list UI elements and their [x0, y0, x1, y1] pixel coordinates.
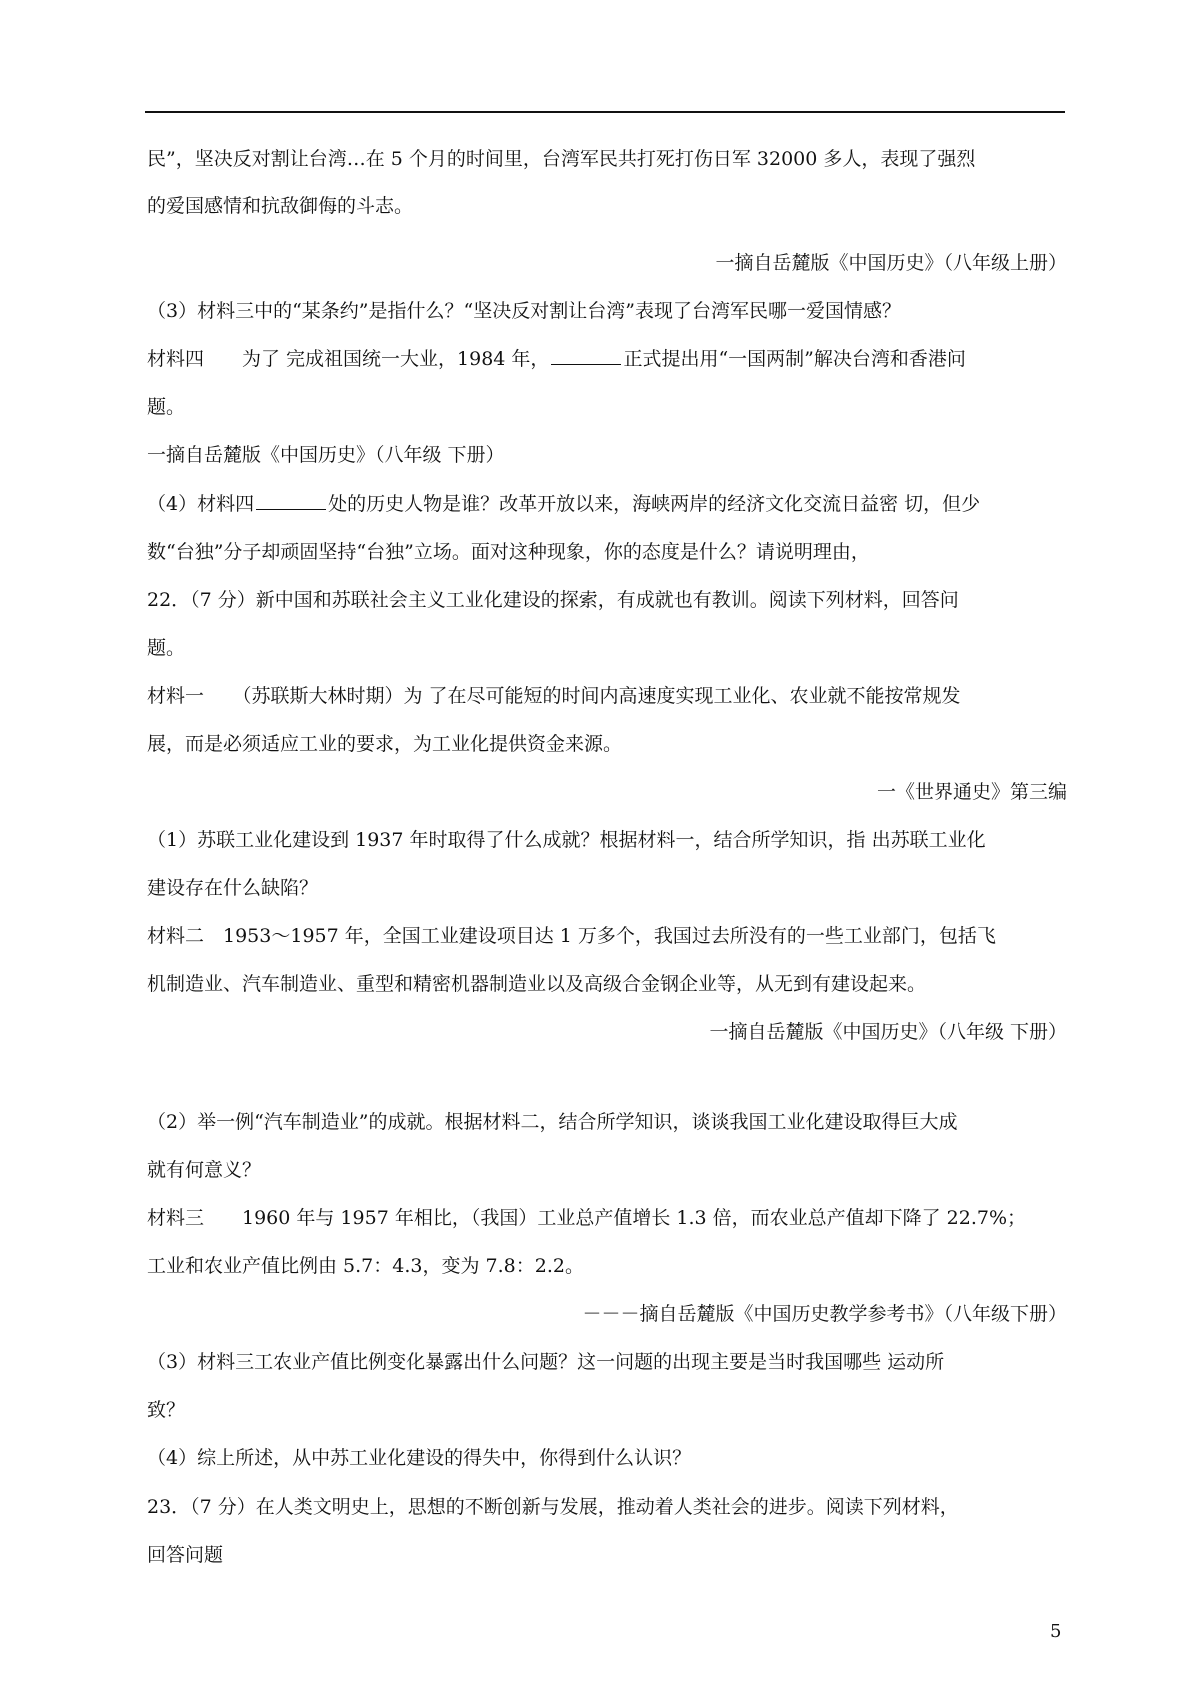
line-text: 22．（7 分）新中国和苏联社会主义工业化建设的探索，有成就也有教训。阅读下列材料，回答问: [147, 589, 959, 611]
line-text: 回答问题: [147, 1544, 224, 1566]
header-rule: [145, 111, 1065, 113]
material-one: [147, 683, 1067, 709]
source-citation: [715, 250, 1067, 276]
line-text: 材料二 1953～1957 年，全国工业建设项目达 1 万多个，我国过去所没有的一些工业部门，包括飞: [147, 925, 996, 947]
fill-in-blank: [551, 346, 621, 365]
text-line: [147, 1397, 1067, 1423]
text-line: [147, 1157, 1067, 1183]
source-citation: [877, 779, 1067, 805]
text-line: [147, 394, 1067, 420]
line-text: －－－摘自岳麓版《中国历史教学参考书》（八年级下册）: [582, 1303, 1067, 1325]
line-text: （4）综上所述，从中苏工业化建设的得失中，你得到什么认识？: [147, 1447, 692, 1469]
line-text: 正式提出用“一国两制”解决台湾和香港问: [623, 348, 966, 370]
question-3b: [147, 1349, 1067, 1375]
text-line: [147, 146, 1067, 172]
material-two: [147, 923, 1067, 949]
line-text: 一摘自岳麓版《中国历史》（八年级上册）: [715, 252, 1067, 274]
question-1: [147, 827, 1067, 853]
line-text: 工业和农业产值比例由 5.7：4.3，变为 7.8：2.2。: [147, 1255, 584, 1277]
line-text: 题。: [147, 396, 186, 418]
line-text: 的爱国感情和抗敌御侮的斗志。: [147, 195, 414, 217]
line-text: （3）材料三工农业产值比例变化暴露出什么问题？这一问题的出现主要是当时我国哪些 运动所: [147, 1351, 945, 1373]
question-3: [147, 298, 1067, 324]
page-number: 5: [1050, 1621, 1062, 1642]
text-line: [147, 635, 1067, 661]
line-text: （4）材料四: [147, 493, 255, 515]
material-three: [147, 1205, 1067, 1231]
text-line: [147, 1542, 1067, 1568]
line-text: 民”，坚决反对割让台湾…在 5 个月的时间里，台湾军民共打死打伤日军 32000 多人，表现了强烈: [147, 148, 976, 170]
question-23: [147, 1494, 1067, 1520]
line-text: （3）材料三中的“某条约”是指什么？“坚决反对割让台湾”表现了台湾军民哪一爱国情感？: [147, 300, 901, 322]
line-text: 致？: [147, 1399, 186, 1421]
text-line: [147, 731, 1067, 757]
source-citation: [709, 1019, 1067, 1045]
question-22: [147, 587, 1067, 613]
line-text: 数“台独”分子却顽固坚持“台独”立场。面对这种现象，你的态度是什么？请说明理由，: [147, 541, 870, 563]
material-four: [147, 346, 1067, 372]
line-text: 材料一 （苏联斯大林时期）为 了在尽可能短的时间内高速度实现工业化、农业就不能按常规发: [147, 685, 961, 707]
line-text: 材料三 1960 年与 1957 年相比，（我国）工业总产值增长 1.3 倍，而农业总产值却下降了 22.7%；: [147, 1207, 1027, 1229]
line-text: 23．（7 分）在人类文明史上，思想的不断创新与发展，推动着人类社会的进步。阅读下列材料，: [147, 1496, 959, 1518]
line-text: （1）苏联工业化建设到 1937 年时取得了什么成就？根据材料一，结合所学知识，指 出苏联工业化: [147, 829, 986, 851]
line-text: 一摘自岳麓版《中国历史》（八年级 下册）: [709, 1021, 1067, 1043]
question-4b: [147, 1445, 1067, 1471]
text-line: [147, 1253, 1067, 1279]
source-citation: [147, 442, 1067, 468]
line-text: 就有何意义？: [147, 1159, 262, 1181]
line-text: 处的历史人物是谁？改革开放以来，海峡两岸的经济文化交流日益密 切，但少: [328, 493, 981, 515]
line-text: 题。: [147, 637, 186, 659]
line-text: 一摘自岳麓版《中国历史》（八年级 下册）: [147, 444, 505, 466]
text-line: [147, 193, 1067, 219]
line-text: 建设存在什么缺陷？: [147, 877, 319, 899]
text-line: [147, 875, 1067, 901]
text-line: [147, 971, 1067, 997]
line-text: 一《世界通史》第三编: [876, 781, 1067, 803]
source-citation: [582, 1301, 1067, 1327]
text-line: [147, 539, 1067, 565]
line-text: 机制造业、汽车制造业、重型和精密机器制造业以及高级合金钢企业等，从无到有建设起来。: [147, 973, 927, 995]
line-text: 展，而是必须适应工业的要求，为工业化提供资金来源。: [147, 733, 623, 755]
line-text: 材料四 为了 完成祖国统一大业，1984 年，: [147, 348, 550, 370]
question-4: [147, 491, 1067, 517]
fill-in-blank: [256, 491, 326, 510]
question-2: [147, 1109, 1067, 1135]
line-text: （2）举一例“汽车制造业”的成就。根据材料二，结合所学知识，谈谈我国工业化建设取得巨大成: [147, 1111, 958, 1133]
